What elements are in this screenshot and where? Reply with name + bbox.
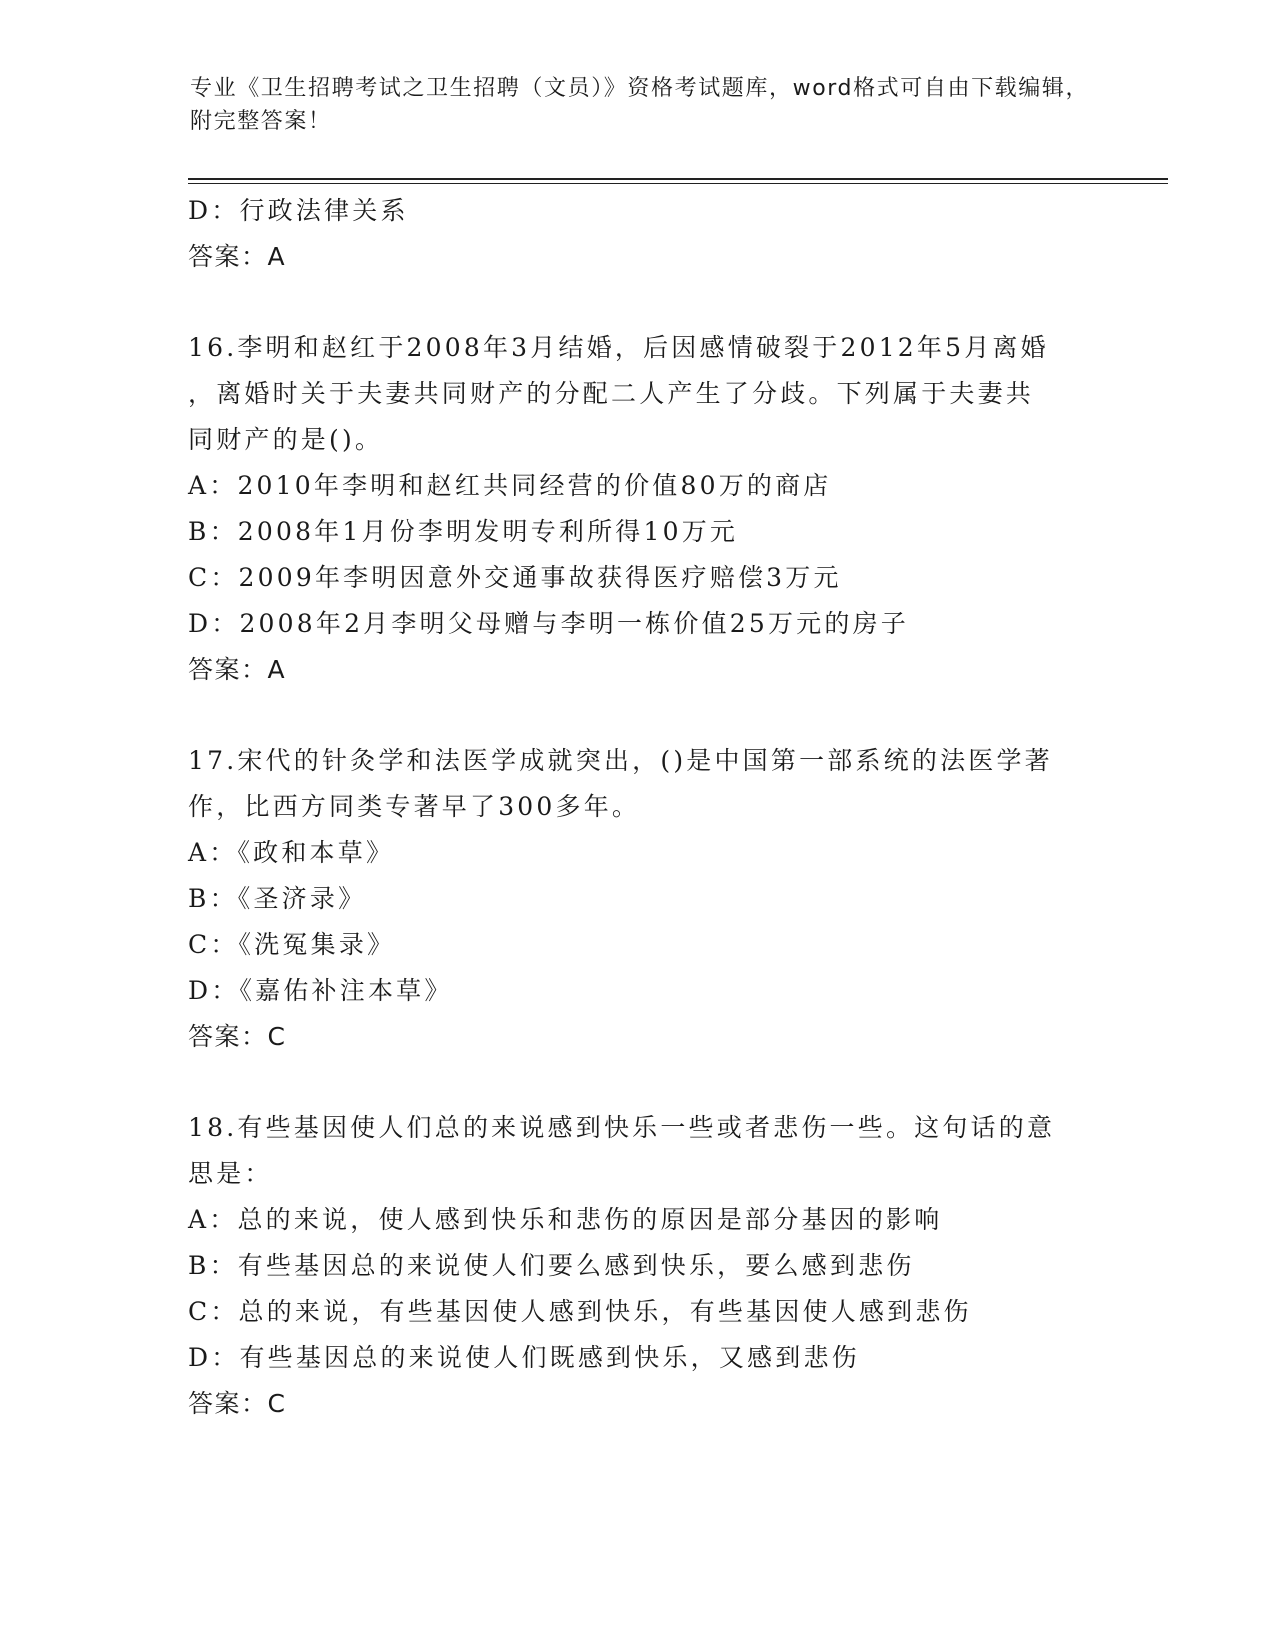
option-b: B：《圣济录》 xyxy=(188,884,367,913)
question-spacer xyxy=(188,693,1088,738)
option-a: A：2010年李明和赵红共同经营的价值80万的商店 xyxy=(188,471,832,500)
question-stem-line: 16.李明和赵红于2008年3月结婚，后因感情破裂于2012年5月离婚 xyxy=(188,333,1049,362)
question-17 xyxy=(188,738,1088,1060)
answer-line: 答案：A xyxy=(188,242,287,271)
question-18 xyxy=(188,1105,1088,1427)
question-spacer xyxy=(188,280,1088,325)
question-stem-line: 18.有些基因使人们总的来说感到快乐一些或者悲伤一些。这句话的意 xyxy=(188,1113,1056,1142)
option-d: D：《嘉佑补注本草》 xyxy=(188,976,453,1005)
header-divider-thin xyxy=(188,183,1168,184)
option-c: C：总的来说，有些基因使人感到快乐，有些基因使人感到悲伤 xyxy=(188,1297,972,1326)
question-stem-line: 作，比西方同类专著早了300多年。 xyxy=(188,792,641,821)
option-d: D：有些基因总的来说使人们既感到快乐，又感到悲伤 xyxy=(188,1343,860,1372)
question-spacer xyxy=(188,1060,1088,1105)
option-d: D：2008年2月李明父母赠与李明一栋价值25万元的房子 xyxy=(188,609,909,638)
question-stem-line: 思是： xyxy=(188,1159,273,1188)
question-stem-line: 17.宋代的针灸学和法医学成就突出，()是中国第一部系统的法医学著 xyxy=(188,746,1053,775)
option-a: A：总的来说，使人感到快乐和悲伤的原因是部分基因的影响 xyxy=(188,1205,943,1234)
header-divider-thick xyxy=(188,178,1168,180)
question-stem-line: ，离婚时关于夫妻共同财产的分配二人产生了分歧。下列属于夫妻共 xyxy=(188,379,1035,408)
option-a: A：《政和本草》 xyxy=(188,838,395,867)
question-16 xyxy=(188,325,1088,693)
option-c: C：《洗冤集录》 xyxy=(188,930,396,959)
answer-line: 答案：A xyxy=(188,655,287,684)
answer-line: 答案：C xyxy=(188,1389,287,1418)
option-d: D：行政法律关系 xyxy=(188,196,409,225)
document-header: 专业《卫生招聘考试之卫生招聘（文员）》资格考试题库，word格式可自由下载编辑，附完整答案！ xyxy=(190,76,1090,134)
question-stem-line: 同财产的是()。 xyxy=(188,425,384,454)
option-b: B：2008年1月份李明发明专利所得10万元 xyxy=(188,517,739,546)
option-b: B：有些基因总的来说使人们要么感到快乐，要么感到悲伤 xyxy=(188,1251,915,1280)
document-body xyxy=(188,188,1088,1427)
answer-line: 答案：C xyxy=(188,1022,287,1051)
option-c: C：2009年李明因意外交通事故获得医疗赔偿3万元 xyxy=(188,563,842,592)
